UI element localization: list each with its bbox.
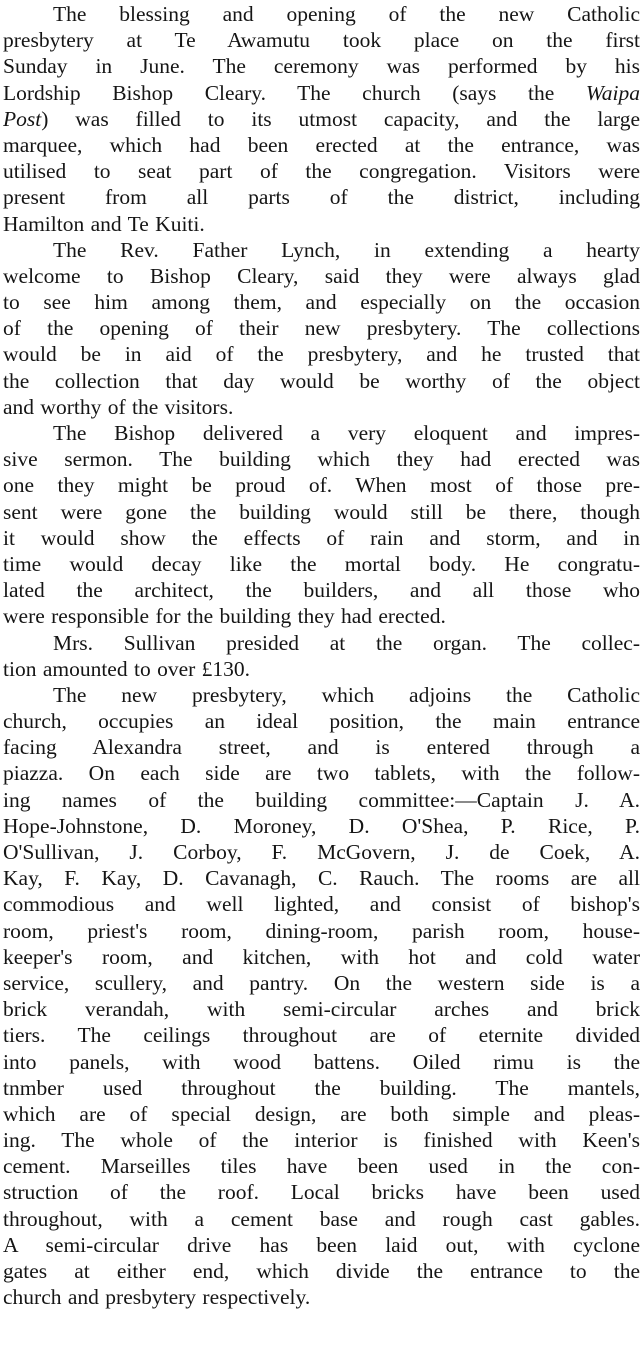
article-line: Mrs. Sullivan presided at the organ. The collec- (53, 630, 640, 655)
article-line: would be in aid of the presbytery, and he trusted that (3, 342, 640, 367)
article-line: Post) was filled to its utmost capacity, and the large (3, 106, 640, 131)
article-line: time would decay like the mortal body. He congratu- (3, 551, 640, 576)
article-line: commodious and well lighted, and consist of bishop's (3, 892, 640, 917)
article-line: service, scullery, and pantry. On the western side is a (3, 970, 640, 995)
article-line: facing Alexandra street, and is entered through a (3, 735, 640, 760)
article-line: struction of the roof. Local bricks have been used (3, 1180, 640, 1205)
article-line: it would show the effects of rain and storm, and in (3, 525, 640, 550)
article-paragraph (3, 420, 640, 630)
article-line: the collection that day would be worthy of the object (3, 368, 640, 393)
article-line: to see him among them, and especially on the occasion (3, 290, 640, 315)
article-body (3, 1, 640, 1310)
article-line: brick verandah, with semi-circular arches and brick (3, 997, 640, 1022)
article-line: ing names of the building committee:—Captain J. A. (3, 787, 640, 812)
article-line: tion amounted to over £130. (3, 656, 251, 681)
article-line: present from all parts of the district, including (3, 185, 640, 210)
article-line: Sunday in June. The ceremony was performed by his (3, 54, 640, 79)
article-line: utilised to seat part of the congregation. Visitors were (3, 159, 640, 184)
article-line: marquee, which had been erected at the entrance, was (3, 132, 640, 157)
article-line: The new presbytery, which adjoins the Catholic (53, 682, 640, 707)
article-line: Hope-Johnstone, D. Moroney, D. O'Shea, P. Rice, P. (3, 813, 640, 838)
article-line: were responsible for the building they had erected. (3, 604, 446, 629)
article-line: piazza. On each side are two tablets, with the follow- (3, 761, 640, 786)
article-line: sive sermon. The building which they had erected was (3, 447, 640, 472)
article-paragraph (3, 1, 640, 237)
article-line: room, priest's room, dining-room, parish room, house- (3, 918, 640, 943)
article-paragraph (3, 682, 640, 1311)
article-line: keeper's room, and kitchen, with hot and cold water (3, 944, 640, 969)
article-line: tiers. The ceilings throughout are of eternite divided (3, 1023, 640, 1048)
article-line: cement. Marseilles tiles have been used in the con- (3, 1154, 640, 1179)
article-line: The blessing and opening of the new Catholic (53, 2, 640, 26)
article-paragraph (3, 630, 640, 682)
article-line: church and presbytery respectively. (3, 1285, 311, 1310)
article-line: which are of special design, are both simple and pleas- (3, 1101, 640, 1126)
article-line: Hamilton and Te Kuiti. (3, 211, 205, 236)
article-line: Kay, F. Kay, D. Cavanagh, C. Rauch. The rooms are all (3, 866, 640, 891)
article-line: lated the architect, the builders, and all those who (3, 578, 640, 603)
article-line: welcome to Bishop Cleary, said they were always glad (3, 263, 640, 288)
article-line: tnmber used throughout the building. The mantels, (3, 1075, 640, 1100)
article-line: The Rev. Father Lynch, in extending a hearty (53, 237, 640, 262)
article-line: throughout, with a cement base and rough cast gables. (3, 1206, 640, 1231)
article-line: O'Sullivan, J. Corboy, F. McGovern, J. de Coek, A. (3, 840, 640, 864)
article-line: sent were gone the building would still be there, though (3, 499, 640, 524)
article-line: into panels, with wood battens. Oiled rimu is the (3, 1049, 640, 1074)
article-line: ing. The whole of the interior is finished with Keen's (3, 1128, 640, 1153)
article-line: church, occupies an ideal position, the main entrance (3, 709, 640, 734)
article-line: one they might be proud of. When most of those pre- (3, 473, 640, 498)
article-line: The Bishop delivered a very eloquent and impres- (53, 421, 640, 445)
article-line: Lordship Bishop Cleary. The church (says the Waipa (3, 80, 640, 105)
article-line: presbytery at Te Awamutu took place on the first (3, 28, 640, 53)
article-line: A semi-circular drive has been laid out, with cyclone (3, 1232, 640, 1257)
article-paragraph (3, 237, 640, 420)
article-line: of the opening of their new presbytery. The collections (3, 316, 640, 341)
article-line: and worthy of the visitors. (3, 394, 234, 419)
article-line: gates at either end, which divide the entrance to the (3, 1259, 640, 1283)
